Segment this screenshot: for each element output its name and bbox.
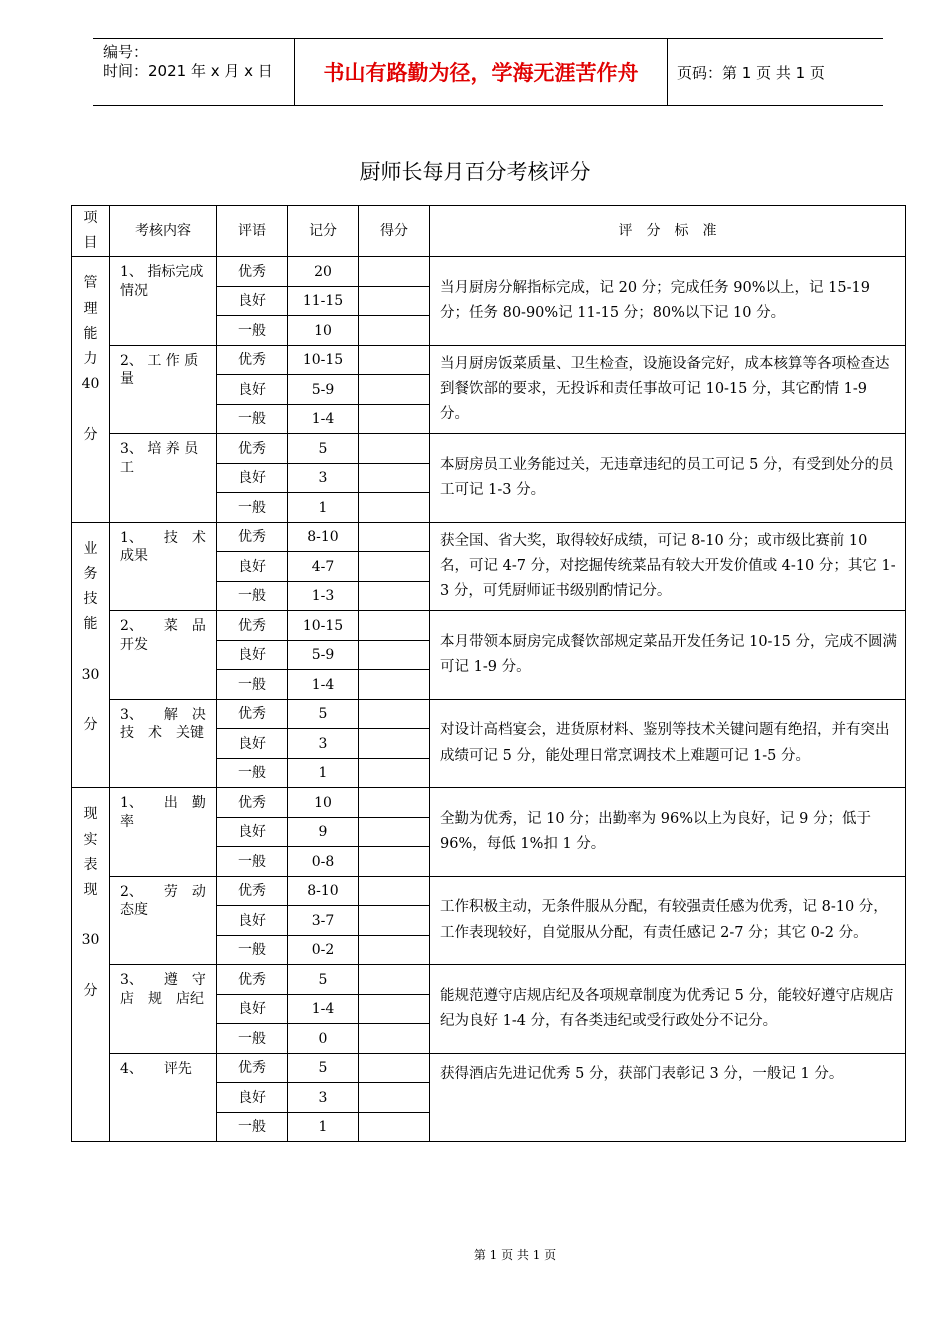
rating-cell: 良好 (217, 552, 288, 582)
score-cell[interactable] (359, 286, 430, 316)
column-header: 考核内容 (110, 206, 217, 257)
rating-cell: 优秀 (217, 699, 288, 729)
score-cell[interactable] (359, 847, 430, 877)
rating-cell: 一般 (217, 316, 288, 346)
time-label: 时间：2021 年 x 月 x 日 (103, 62, 273, 80)
score-cell[interactable] (359, 1053, 430, 1083)
assessment-content: 3、 培 养 员 工 (110, 434, 217, 523)
points-cell: 8-10 (288, 522, 359, 552)
points-cell: 10 (288, 316, 359, 346)
rating-cell: 优秀 (217, 345, 288, 375)
table-row (72, 611, 906, 641)
assessment-content: 2、 劳 动 态度 (110, 876, 217, 965)
column-header: 评 分 标 准 (430, 206, 906, 257)
points-cell: 9 (288, 817, 359, 847)
points-cell: 5 (288, 1053, 359, 1083)
points-cell: 10 (288, 788, 359, 818)
points-cell: 5 (288, 965, 359, 995)
score-cell[interactable] (359, 493, 430, 523)
score-cell[interactable] (359, 316, 430, 346)
assessment-content: 3、 解 决 技 术 关键 (110, 699, 217, 788)
rating-cell: 良好 (217, 463, 288, 493)
score-cell[interactable] (359, 640, 430, 670)
score-cell[interactable] (359, 522, 430, 552)
rating-cell: 良好 (217, 729, 288, 759)
rating-cell: 一般 (217, 1024, 288, 1054)
header-page-info: 页码：第 1 页 共 1 页 (677, 63, 825, 82)
score-cell[interactable] (359, 788, 430, 818)
assessment-table (71, 205, 906, 1142)
table-row (72, 1053, 906, 1083)
score-cell[interactable] (359, 404, 430, 434)
scoring-standard: 当月厨房饭菜质量、卫生检查，设施设备完好，成本核算等各项检查达到餐饮部的要求，无投诉和责任事故可记 10-15 分，其它酌情 1-9 分。 (430, 345, 906, 434)
rating-cell: 优秀 (217, 611, 288, 641)
page-footer: 第 1 页 共 1 页 (473, 1248, 557, 1262)
score-cell[interactable] (359, 375, 430, 405)
table-row (72, 788, 906, 818)
score-cell[interactable] (359, 758, 430, 788)
rating-cell: 优秀 (217, 434, 288, 464)
table-row (72, 876, 906, 906)
rating-cell: 良好 (217, 817, 288, 847)
scoring-standard: 获全国、省大奖，取得较好成绩，可记 8-10 分；或市级比赛前 10 名，可记 4-7 分，对挖掘传统菜品有较大开发价值或 4-10 分；其它 1-3 分，可凭厨师证书级别酌情记分。 (430, 522, 906, 611)
scoring-standard: 工作积极主动，无条件服从分配，有较强责任感为优秀，记 8-10 分，工作表现较好，自觉服从分配，有责任感记 2-7 分；其它 0-2 分。 (430, 876, 906, 965)
score-cell[interactable] (359, 552, 430, 582)
rating-cell: 一般 (217, 581, 288, 611)
score-cell[interactable] (359, 1024, 430, 1054)
scoring-standard: 对设计高档宴会，进货原材料、鉴别等技术关键问题有绝招，并有突出成绩可记 5 分，能处理日常烹调技术上难题可记 1-5 分。 (430, 699, 906, 788)
rating-cell: 良好 (217, 994, 288, 1024)
score-cell[interactable] (359, 935, 430, 965)
assessment-content: 2、 菜 品 开发 (110, 611, 217, 700)
points-cell: 3-7 (288, 906, 359, 936)
points-cell: 0-8 (288, 847, 359, 877)
rating-cell: 一般 (217, 935, 288, 965)
assessment-content: 1、 出 勤 率 (110, 788, 217, 877)
score-cell[interactable] (359, 345, 430, 375)
score-cell[interactable] (359, 434, 430, 464)
points-cell: 0-2 (288, 935, 359, 965)
points-cell: 1-4 (288, 404, 359, 434)
category-label: 管 理 能 力 40 分 (81, 275, 100, 443)
assessment-content: 3、 遵 守 店 规 店纪 (110, 965, 217, 1054)
score-cell[interactable] (359, 699, 430, 729)
scoring-standard: 能规范遵守店规店纪及各项规章制度为优秀记 5 分，能较好遵守店规店纪为良好 1-4 分，有各类违纪或受行政处分不记分。 (430, 965, 906, 1054)
rating-cell: 优秀 (217, 876, 288, 906)
score-cell[interactable] (359, 611, 430, 641)
points-cell: 1 (288, 758, 359, 788)
assessment-content: 2、 工 作 质 量 (110, 345, 217, 434)
header-motto: 书山有路勤为径，学海无涯苦作舟 (295, 39, 668, 105)
score-cell[interactable] (359, 965, 430, 995)
category-label: 业 务 技 能 30 分 (81, 540, 100, 734)
points-cell: 3 (288, 729, 359, 759)
points-cell: 1 (288, 1112, 359, 1142)
rating-cell: 一般 (217, 493, 288, 523)
points-cell: 0 (288, 1024, 359, 1054)
category-label: 现 实 表 现 30 分 (81, 806, 100, 999)
rating-cell: 优秀 (217, 788, 288, 818)
rating-cell: 一般 (217, 670, 288, 700)
points-cell: 10-15 (288, 611, 359, 641)
rating-cell: 优秀 (217, 522, 288, 552)
document-header (93, 38, 883, 106)
points-cell: 8-10 (288, 876, 359, 906)
scoring-standard: 本月带领本厨房完成餐饮部规定菜品开发任务记 10-15 分，完成不圆满可记 1-9 分。 (430, 611, 906, 700)
table-row (72, 522, 906, 552)
points-cell: 5-9 (288, 640, 359, 670)
rating-cell: 优秀 (217, 965, 288, 995)
points-cell: 1-4 (288, 670, 359, 700)
table-header-row (72, 206, 906, 257)
points-cell: 5 (288, 699, 359, 729)
column-header (72, 206, 110, 257)
rating-cell: 优秀 (217, 1053, 288, 1083)
rating-cell: 一般 (217, 404, 288, 434)
assessment-content: 4、 评先 (110, 1053, 217, 1142)
scoring-standard: 本厨房员工业务能过关，无违章违纪的员工可记 5 分，有受到处分的员工可记 1-3 分。 (430, 434, 906, 523)
assessment-content: 1、 技 术 成果 (110, 522, 217, 611)
category-cell (72, 257, 110, 523)
rating-cell: 良好 (217, 906, 288, 936)
rating-cell: 一般 (217, 1112, 288, 1142)
table-row (72, 965, 906, 995)
score-cell[interactable] (359, 581, 430, 611)
table-row (72, 699, 906, 729)
rating-cell: 良好 (217, 1083, 288, 1113)
points-cell: 5-9 (288, 375, 359, 405)
score-cell[interactable] (359, 463, 430, 493)
scoring-standard: 当月厨房分解指标完成，记 20 分；完成任务 90%以上，记 15-19 分；任务 80-90%记 11-15 分；80%以下记 10 分。 (430, 257, 906, 346)
column-header: 得分 (359, 206, 430, 257)
category-cell (72, 788, 110, 1142)
number-label: 编号： (103, 43, 149, 61)
scoring-standard: 获得酒店先进记优秀 5 分，获部门表彰记 3 分，一般记 1 分。 (430, 1053, 906, 1142)
scoring-standard: 全勤为优秀，记 10 分；出勤率为 96%以上为良好，记 9 分；低于 96%，每低 1%扣 1 分。 (430, 788, 906, 877)
rating-cell: 一般 (217, 758, 288, 788)
rating-cell: 良好 (217, 640, 288, 670)
page-title: 厨师长每月百分考核评分 (359, 160, 591, 184)
table-row (72, 434, 906, 464)
table-row (72, 257, 906, 287)
points-cell: 1-4 (288, 994, 359, 1024)
score-cell[interactable] (359, 876, 430, 906)
score-cell[interactable] (359, 1112, 430, 1142)
score-cell[interactable] (359, 1083, 430, 1113)
points-cell: 3 (288, 1083, 359, 1113)
rating-cell: 良好 (217, 375, 288, 405)
points-cell: 5 (288, 434, 359, 464)
category-cell (72, 522, 110, 788)
points-cell: 11-15 (288, 286, 359, 316)
rating-cell: 优秀 (217, 257, 288, 287)
points-cell: 1-3 (288, 581, 359, 611)
score-cell[interactable] (359, 906, 430, 936)
score-cell[interactable] (359, 817, 430, 847)
points-cell: 3 (288, 463, 359, 493)
score-cell[interactable] (359, 994, 430, 1024)
column-header: 记分 (288, 206, 359, 257)
points-cell: 4-7 (288, 552, 359, 582)
points-cell: 10-15 (288, 345, 359, 375)
points-cell: 1 (288, 493, 359, 523)
points-cell: 20 (288, 257, 359, 287)
rating-cell: 良好 (217, 286, 288, 316)
score-cell[interactable] (359, 257, 430, 287)
column-header: 评语 (217, 206, 288, 257)
rating-cell: 一般 (217, 847, 288, 877)
table-row (72, 345, 906, 375)
assessment-content: 1、 指标完成情况 (110, 257, 217, 346)
header-meta (93, 39, 295, 105)
score-cell[interactable] (359, 670, 430, 700)
score-cell[interactable] (359, 729, 430, 759)
column-header-item: 项目 (83, 210, 98, 252)
